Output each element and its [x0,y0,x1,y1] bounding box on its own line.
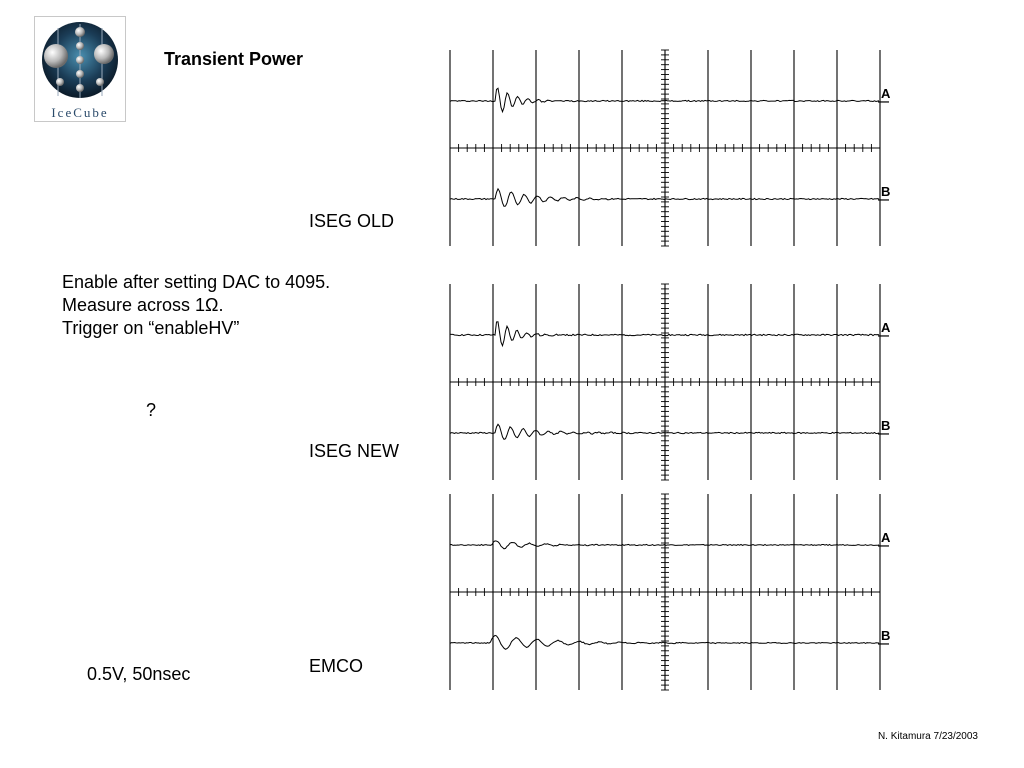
channel-label: A [881,85,891,101]
scope-label-emco: EMCO [309,656,363,676]
oscilloscope-graticule [446,282,891,482]
question-mark: ? [146,400,157,420]
channel-label: B [881,417,891,433]
footer-credit: N. Kitamura 7/23/2003 [877,731,978,742]
oscilloscope-graticule [446,492,891,692]
note-line: Enable after setting DAC to 4095. [62,272,331,292]
icecube-logo [34,16,126,122]
scope-label-iseg-new: ISEG NEW [309,441,400,461]
scope-trace-iseg-new [446,282,891,482]
scope-label-iseg-old: ISEG OLD [309,211,395,231]
oscilloscope-graticule [446,48,891,248]
logo-text: IceCube [51,105,109,120]
page-title: Transient Power [164,49,304,69]
notes [62,271,330,340]
channel-label: B [881,627,891,643]
channel-label: A [881,529,891,545]
scale-label: 0.5V, 50nsec [87,664,191,684]
channel-label: A [881,319,891,335]
note-line: Measure across 1Ω. [62,295,224,315]
scope-trace-iseg-old [446,48,891,248]
scope-trace-emco [446,492,891,692]
note-line: Trigger on “enableHV” [62,318,240,338]
channel-label: B [881,183,891,199]
